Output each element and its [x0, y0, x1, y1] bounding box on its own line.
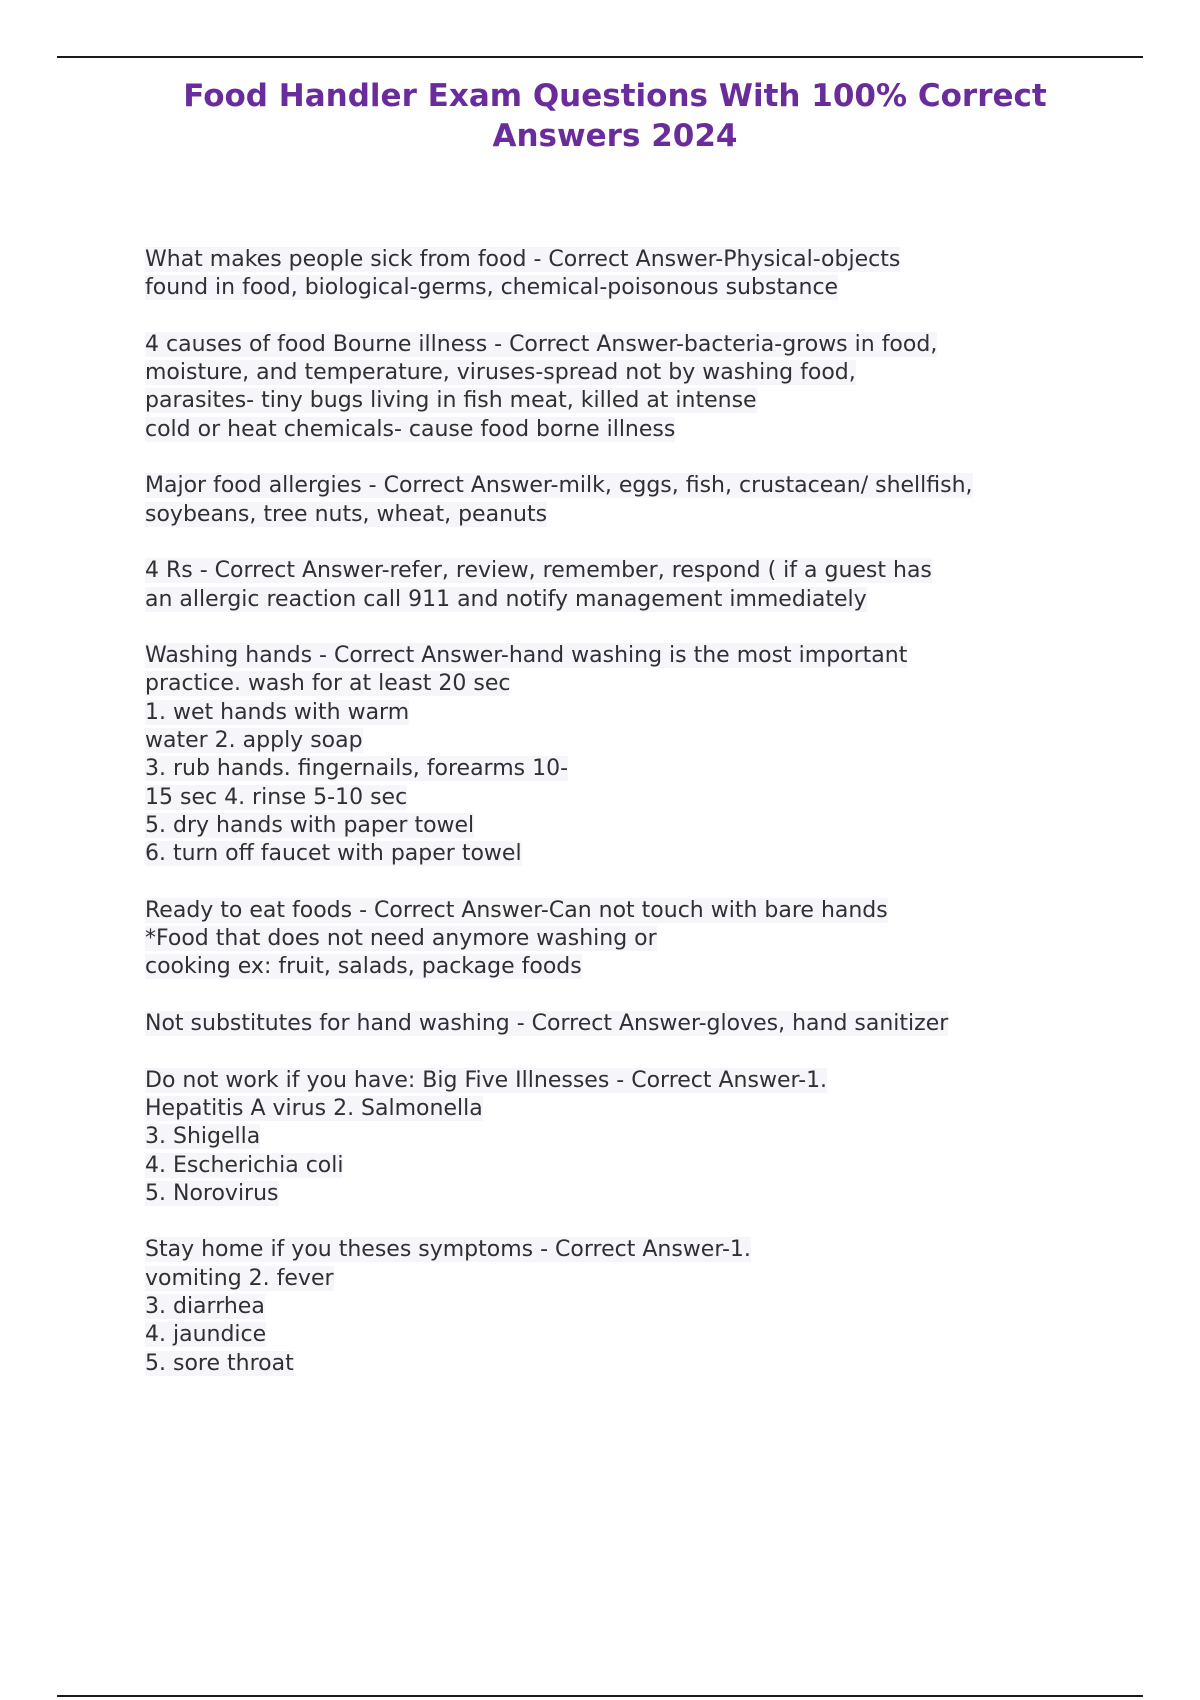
qa-line — [145, 1010, 1075, 1038]
qa-line-text: What makes people sick from food - Correct Answer-Physical-objects — [145, 247, 901, 272]
qa-line-text: water 2. apply soap — [145, 728, 363, 754]
qa-line-text: an allergic reaction call 911 and notify management immediately — [145, 586, 867, 612]
qa-entry — [145, 1010, 1075, 1038]
qa-line-text: Not substitutes for hand washing - Correct Answer-gloves, hand sanitizer — [145, 1011, 949, 1037]
qa-entry — [145, 897, 1075, 982]
qa-line — [145, 1095, 1075, 1123]
qa-line-text: 1. wet hands with warm — [145, 699, 410, 725]
qa-line — [145, 642, 1075, 670]
qa-entry — [145, 472, 1075, 529]
qa-line-text: 5. Norovirus — [145, 1180, 279, 1206]
qa-line-text: found in food, biological-germs, chemical-poisonous substance — [145, 275, 839, 301]
qa-line-text: 3. Shigella — [145, 1124, 261, 1150]
qa-entry — [145, 1067, 1075, 1208]
qa-line-text: 3. rub hands. fingernails, forearms 10- — [145, 756, 569, 782]
qa-line-text: 4. Escherichia coli — [145, 1152, 344, 1178]
qa-line-text: 4 causes of food Bourne illness - Correct Answer-bacteria-grows in food, — [145, 331, 938, 357]
qa-line — [145, 1152, 1075, 1180]
qa-line — [145, 1293, 1075, 1321]
qa-entry — [145, 1236, 1075, 1377]
qa-line — [145, 359, 1075, 387]
qa-line — [145, 586, 1075, 614]
qa-line-text: cooking ex: fruit, salads, package foods — [145, 954, 582, 980]
qa-line — [145, 784, 1075, 812]
qa-line — [145, 472, 1075, 500]
qa-line-text: vomiting 2. fever — [145, 1265, 334, 1291]
qa-line-text: parasites- tiny bugs living in fish meat, killed at intense — [145, 388, 757, 414]
qa-line — [145, 1265, 1075, 1293]
qa-line-text: cold or heat chemicals- cause food borne illness — [145, 416, 676, 442]
qa-line — [145, 387, 1075, 415]
qa-line — [145, 274, 1075, 302]
bottom-rule — [57, 1695, 1143, 1697]
qa-line — [145, 755, 1075, 783]
qa-line — [145, 840, 1075, 868]
qa-line — [145, 1123, 1075, 1151]
qa-line-text: Hepatitis A virus 2. Salmonella — [145, 1095, 483, 1121]
qa-line-text: 5. sore throat — [145, 1350, 294, 1376]
qa-entry — [145, 331, 1075, 444]
qa-line-text: Washing hands - Correct Answer-hand washing is the most important — [145, 643, 908, 669]
qa-line-text: Do not work if you have: Big Five Illnesses - Correct Answer-1. — [145, 1067, 828, 1093]
qa-line — [145, 953, 1075, 981]
qa-line-text: 15 sec 4. rinse 5-10 sec — [145, 784, 408, 810]
document-title: Food Handler Exam Questions With 100% Correct Answers 2024 — [183, 78, 1047, 154]
qa-line — [145, 1067, 1075, 1095]
qa-line-text: 3. diarrhea — [145, 1293, 265, 1319]
qa-line-text: Stay home if you theses symptoms - Correct Answer-1. — [145, 1237, 751, 1263]
qa-line-text: 4. jaundice — [145, 1322, 267, 1348]
qa-line — [145, 1350, 1075, 1378]
qa-line-text: practice. wash for at least 20 sec — [145, 671, 511, 697]
qa-line — [145, 670, 1075, 698]
qa-entry — [145, 557, 1075, 614]
qa-line — [145, 1180, 1075, 1208]
qa-entry — [145, 246, 1075, 303]
qa-line — [145, 699, 1075, 727]
qa-line — [145, 557, 1075, 585]
qa-line-text: 4 Rs - Correct Answer-refer, review, remember, respond ( if a guest has — [145, 558, 932, 584]
qa-line-text: 6. turn off faucet with paper towel — [145, 841, 522, 867]
qa-line — [145, 812, 1075, 840]
qa-line-text: moisture, and temperature, viruses-spread not by washing food, — [145, 360, 856, 386]
document-body — [145, 246, 1075, 1406]
qa-line — [145, 1236, 1075, 1264]
qa-line — [145, 1321, 1075, 1349]
qa-line-text: Major food allergies - Correct Answer-milk, eggs, fish, crustacean/ shellfish, — [145, 473, 973, 499]
qa-line — [145, 501, 1075, 529]
qa-line — [145, 331, 1075, 359]
qa-line-text: *Food that does not need anymore washing or — [145, 926, 657, 952]
qa-line-text: soybeans, tree nuts, wheat, peanuts — [145, 501, 548, 527]
qa-line-text: 5. dry hands with paper towel — [145, 812, 475, 838]
qa-line — [145, 727, 1075, 755]
top-rule — [57, 56, 1143, 58]
qa-line — [145, 897, 1075, 925]
qa-entry — [145, 642, 1075, 868]
qa-line — [145, 416, 1075, 444]
qa-line-text: Ready to eat foods - Correct Answer-Can not touch with bare hands — [145, 897, 888, 923]
qa-line — [145, 246, 1075, 274]
qa-line — [145, 925, 1075, 953]
